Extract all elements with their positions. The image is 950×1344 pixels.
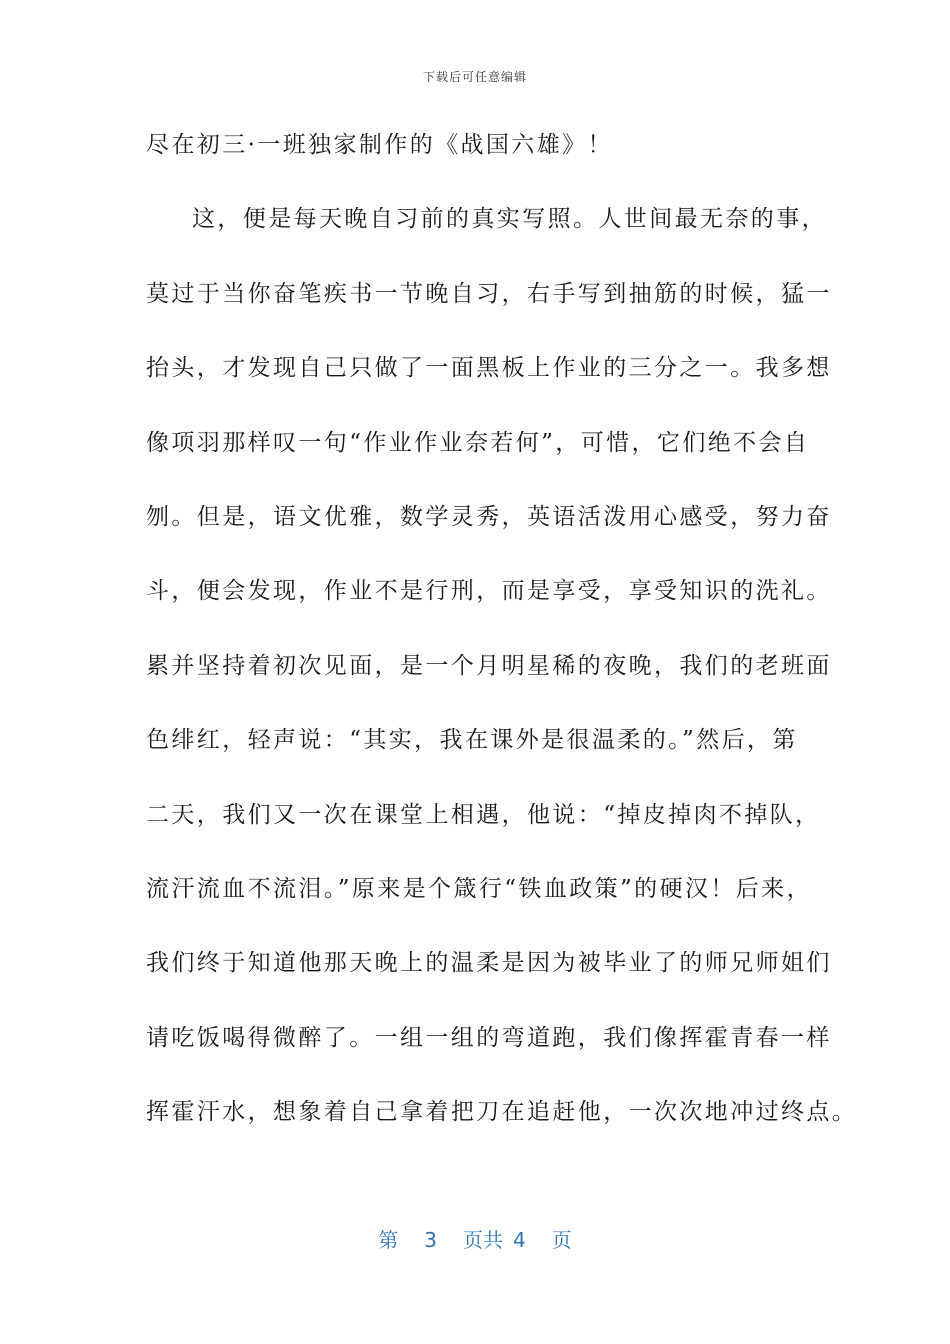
text-line: 请吃饭喝得微醉了。一组一组的弯道跑，我们像挥霍青春一样 — [146, 1024, 832, 1051]
text-line: 我们终于知道他那天晚上的温柔是因为被毕业了的师兄师姐们 — [146, 950, 832, 977]
text-line: 色绯红，轻声说：“其实，我在课外是很温柔的。”然后，第 — [146, 727, 798, 754]
text-line: 二天，我们又一次在课堂上相遇，他说：“掉皮掉肉不掉队， — [146, 801, 821, 828]
text-line: 累并坚持着初次见面，是一个月明星稀的夜晚，我们的老班面 — [146, 652, 832, 679]
page-number-footer — [0, 1224, 950, 1253]
text-line: 斗，便会发现，作业不是行刑，而是享受，享受知识的洗礼。 — [146, 578, 832, 605]
page-suffix: 页 — [551, 1228, 572, 1252]
document-body — [146, 120, 858, 1161]
text-line: 这，便是每天晚自习前的真实写照。人世间最无奈的事， — [192, 206, 827, 233]
text-line: 尽在初三·一班独家制作的《战国六雄》！ — [146, 132, 613, 158]
total-pages-number: 4 — [513, 1228, 526, 1252]
current-page-number: 3 — [424, 1228, 437, 1252]
text-line: 莫过于当你奋笔疾书一节晚自习，右手写到抽筋的时候，猛一 — [146, 280, 832, 307]
text-line: 挥霍汗水，想象着自己拿着把刀在追赶他，一次次地冲过终点。 — [146, 1099, 858, 1126]
page-mid-text: 页共 — [463, 1228, 503, 1252]
text-line: 像项羽那样叹一句“作业作业奈若何”，可惜，它们绝不会自 — [146, 429, 810, 456]
text-line: 抬头，才发现自己只做了一面黑板上作业的三分之一。我多想 — [146, 355, 832, 382]
text-line: 刎。但是，语文优雅，数学灵秀，英语活泼用心感受，努力奋 — [146, 503, 832, 530]
page-prefix: 第 — [378, 1228, 399, 1252]
text-line: 流汗流血不流泪。”原来是个箴行“铁血政策”的硬汉！后来， — [146, 875, 812, 902]
header-note: 下载后可任意编辑 — [422, 70, 527, 84]
